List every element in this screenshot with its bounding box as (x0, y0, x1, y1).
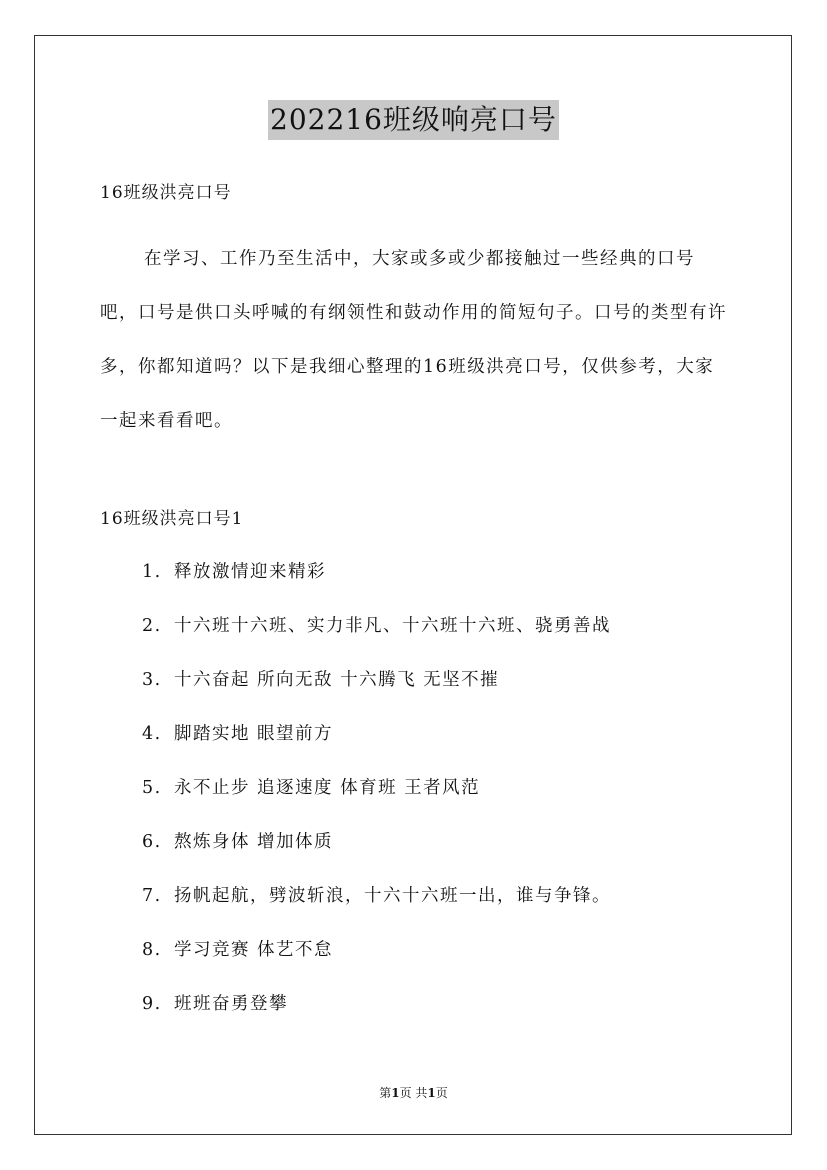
slogan-item (142, 774, 611, 828)
slogan-text: 学习竞赛 体艺不怠 (174, 940, 334, 960)
slogan-number: 7. (142, 886, 162, 906)
slogan-text: 班班奋勇登攀 (174, 994, 288, 1014)
slogan-text: 永不止步 追逐速度 体育班 王者风范 (174, 778, 481, 798)
page-mid: 页 共 (399, 1086, 428, 1100)
page-current: 1 (391, 1086, 400, 1100)
slogan-item (142, 612, 611, 666)
section-heading: 16班级洪亮口号1 (100, 509, 244, 529)
page-total: 1 (427, 1086, 436, 1100)
title-container (0, 100, 827, 140)
slogan-number: 5. (142, 778, 162, 798)
slogan-number: 6. (142, 832, 162, 852)
slogan-list (142, 558, 611, 1044)
slogan-item (142, 558, 611, 612)
document-title: 202216班级响亮口号 (268, 100, 559, 140)
slogan-text: 脚踏实地 眼望前方 (174, 724, 334, 744)
slogan-text: 释放激情迎来精彩 (174, 562, 326, 582)
slogan-item (142, 936, 611, 990)
slogan-text: 十六奋起 所向无敌 十六腾飞 无坚不摧 (174, 670, 500, 690)
slogan-number: 1. (142, 562, 162, 582)
slogan-item (142, 990, 611, 1044)
page-prefix: 第 (379, 1086, 392, 1100)
slogan-number: 9. (142, 994, 162, 1014)
document-subtitle: 16班级洪亮口号 (100, 183, 232, 203)
slogan-text: 熬炼身体 增加体质 (174, 832, 334, 852)
slogan-number: 3. (142, 670, 162, 690)
intro-paragraph: 在学习、工作乃至生活中，大家或多或少都接触过一些经典的口号吧，口号是供口头呼喊的有纲领性和鼓动作用的简短句子。口号的类型有许多，你都知道吗？以下是我细心整理的16班级洪亮口号，仅供参考，大家一起来看看吧。 (100, 249, 727, 431)
slogan-item (142, 828, 611, 882)
slogan-item (142, 720, 611, 774)
slogan-item (142, 882, 611, 936)
slogan-item (142, 666, 611, 720)
slogan-number: 2. (142, 616, 162, 636)
slogan-text: 扬帆起航，劈波斩浪，十六十六班一出，谁与争锋。 (174, 886, 611, 906)
slogan-number: 8. (142, 940, 162, 960)
slogan-text: 十六班十六班、实力非凡、十六班十六班、骁勇善战 (174, 616, 611, 636)
slogan-number: 4. (142, 724, 162, 744)
page-suffix: 页 (435, 1086, 448, 1100)
page-footer (0, 1084, 827, 1102)
